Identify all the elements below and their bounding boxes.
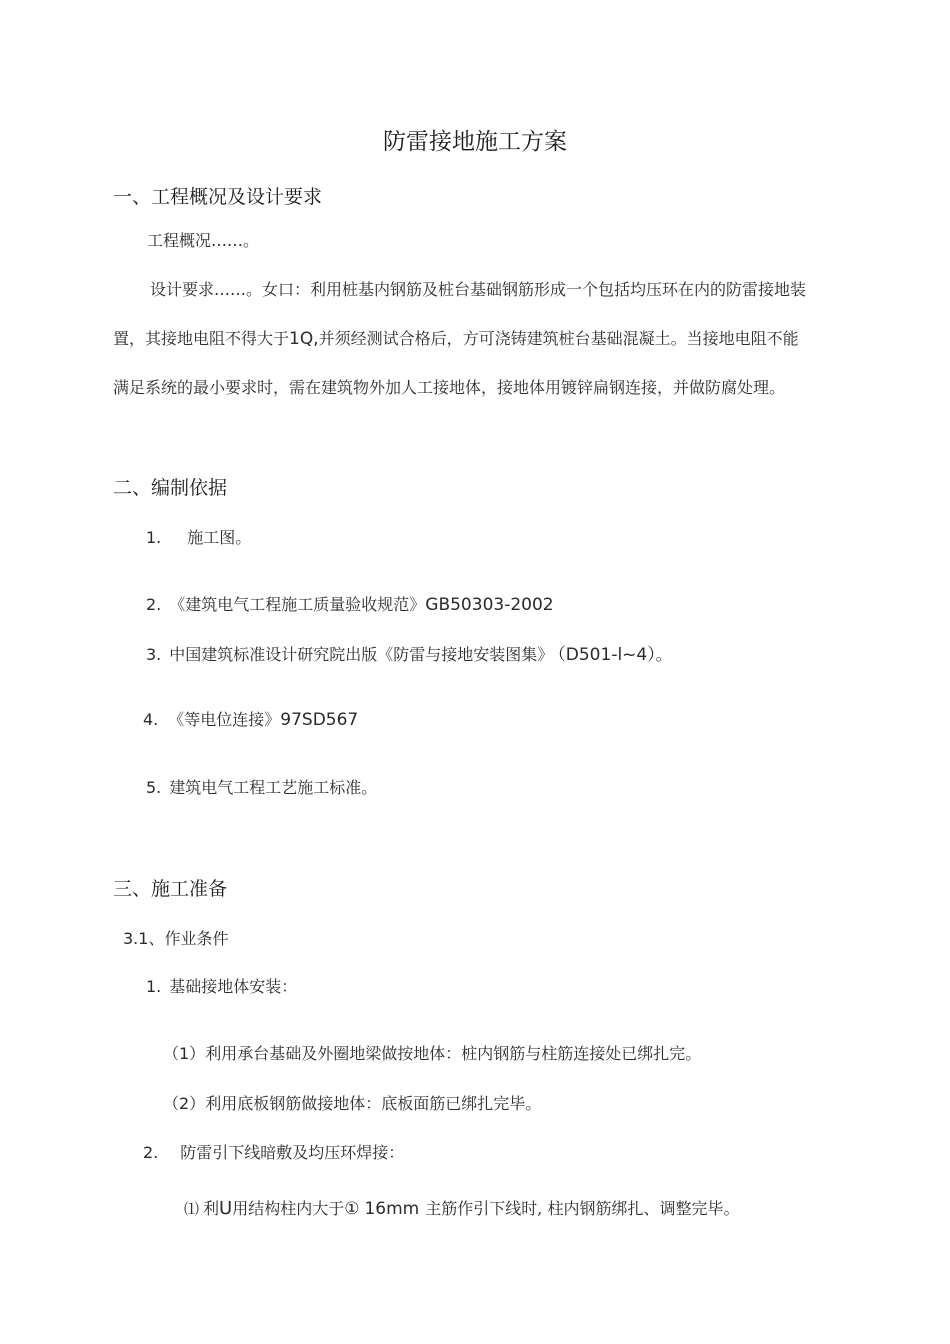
basis-item-5 (146, 780, 377, 796)
basis-item-4 (143, 712, 358, 729)
basis-item-1 (146, 530, 251, 546)
basis-item-text: 施工图。 (187, 528, 252, 547)
resistance-value: 1Q, (289, 329, 319, 349)
condition-item-text: 基础接地体安装： (169, 977, 298, 996)
sub-item-text-u: U (219, 1198, 233, 1219)
sub-item-text-a: 利 (203, 1199, 220, 1218)
sub-item-text-b: 用结构柱内大于 (232, 1199, 345, 1218)
basis-item-text: 中国建筑标准设计研究院出版《防雷与接地安装图集》 (169, 645, 554, 664)
basis-item-code: 97SD567 (280, 710, 359, 730)
basis-item-text: 《建筑电气工程施工质量验收规范》 (169, 595, 426, 614)
project-overview: 工程概况……。 (147, 231, 260, 250)
basis-item-code: （D501-l~4） (557, 645, 656, 665)
subsection-number: 3.1 (123, 929, 149, 948)
design-requirement-line-1: 设计要求……。女口：利用桩基内钢筋及桩台基础钢筋形成一个包括均压环在内的防雷接地装 (150, 280, 807, 299)
condition-item-1 (146, 979, 297, 995)
sub-item-number: （2） (163, 1094, 206, 1113)
condition-item-number: 1. (146, 977, 162, 996)
diameter-symbol: ① (344, 1199, 360, 1219)
section-3-heading: 三、施工准备 (113, 878, 228, 900)
document-title: 防雷接地施工方案 (383, 129, 567, 155)
condition-sub-item-1 (163, 1046, 701, 1062)
rebar-size: 16mm (364, 1199, 420, 1219)
design-requirement-line-2 (113, 331, 799, 348)
section-2-heading: 二、编制依据 (113, 477, 228, 499)
condition-item-2 (143, 1145, 404, 1161)
sub-item-number: ⑴ (184, 1200, 200, 1218)
basis-item-2 (146, 597, 554, 614)
basis-item-tail: 。 (655, 645, 672, 664)
basis-item-text: 建筑电气工程工艺施工标准。 (169, 778, 378, 797)
condition-item-number: 2. (143, 1143, 159, 1162)
basis-item-number: 4. (143, 710, 159, 729)
condition-item-text: 防雷引下线暗敷及均压环焊接： (180, 1143, 405, 1162)
sub-item-number: （1） (163, 1044, 206, 1063)
basis-item-number: 2. (146, 595, 162, 614)
subsection-3-1 (123, 931, 228, 947)
design-requirement-line-3: 满足系统的最小要求时，需在建筑物外加人工接地体，接地体用镀锌扁钢连接，并做防腐处理。 (113, 378, 786, 397)
basis-item-number: 5. (146, 778, 162, 797)
sub-item-text: 利用承台基础及外圈地梁做按地体：桩内钢筋与柱筋连接处已绑扎完。 (205, 1044, 702, 1063)
basis-item-3 (146, 647, 672, 664)
condition-sub-item-2 (163, 1096, 541, 1112)
sub-item-text-c: 主筋作引下线时 (425, 1199, 538, 1218)
design-line-2-part-a: 置，其接地电阻不得大于 (113, 329, 290, 348)
sub-item-text-d: , 柱内钢筋绑扎、调整完毕。 (537, 1199, 740, 1218)
basis-item-code: GB50303-2002 (425, 595, 554, 615)
sub-item-text: 利用底板钢筋做接地体：底板面筋已绑扎完毕。 (205, 1094, 542, 1113)
basis-item-text: 《等电位连接》 (168, 710, 281, 729)
section-1-heading: 一、工程概况及设计要求 (113, 186, 323, 208)
subsection-label: 、作业条件 (148, 929, 229, 948)
basis-item-number: 3. (146, 645, 162, 664)
design-line-2-part-b: 并须经测试合格后，方可浇铸建筑桩台基础混凝土。当接地电阻不能 (318, 329, 799, 348)
basis-item-number: 1. (146, 528, 162, 547)
condition-item-2-sub-1 (184, 1200, 739, 1218)
